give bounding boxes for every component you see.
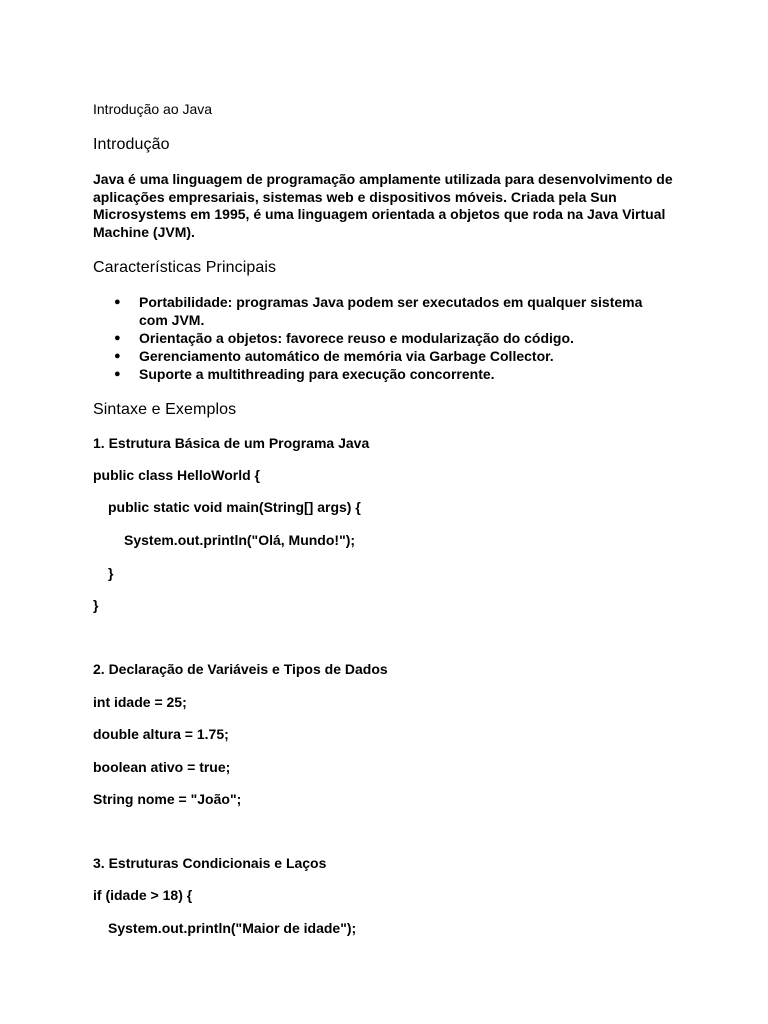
code-line: public class HelloWorld { — [93, 467, 261, 483]
code-line: boolean ativo = true; — [93, 759, 231, 775]
intro-heading: Introdução — [93, 136, 170, 153]
code-line: String nome = "João"; — [93, 791, 242, 807]
list-item: ● Orientação a objetos: favorece reuso e modularização do código. — [93, 329, 659, 347]
code-line: public static void main(String[] args) { — [108, 499, 361, 515]
example-3-title: 3. Estruturas Condicionais e Laços — [93, 855, 327, 871]
intro-paragraph: Java é uma linguagem de programação amplamente utilizada para desenvolvimento de aplicações empresariais, sistemas web e dispositivos móveis. Criada pela Sun Microsystems em 1995, é uma linguagem orientada a objetos que roda na Java Virtual Machine (JVM). — [93, 171, 673, 240]
code-line: } — [108, 565, 114, 581]
example-1-title: 1. Estrutura Básica de um Programa Java — [93, 435, 370, 451]
features-list — [93, 293, 683, 383]
code-line: double altura = 1.75; — [93, 726, 229, 742]
syntax-heading: Sintaxe e Exemplos — [93, 401, 237, 418]
code-line: System.out.println("Olá, Mundo!"); — [124, 532, 356, 548]
list-item: ● Suporte a multithreading para execução concorrente. — [93, 365, 659, 383]
list-item: ● Portabilidade: programas Java podem ser executados em qualquer sistema com JVM. — [93, 293, 659, 329]
features-heading: Características Principais — [93, 259, 277, 276]
code-line: } — [93, 597, 99, 613]
document-title: Introdução ao Java — [93, 101, 213, 117]
code-line: System.out.println("Maior de idade"); — [108, 920, 357, 936]
list-item: ● Gerenciamento automático de memória via Garbage Collector. — [93, 347, 659, 365]
code-line: int idade = 25; — [93, 694, 187, 710]
code-line: if (idade > 18) { — [93, 887, 193, 903]
example-2-title: 2. Declaração de Variáveis e Tipos de Dados — [93, 661, 388, 677]
